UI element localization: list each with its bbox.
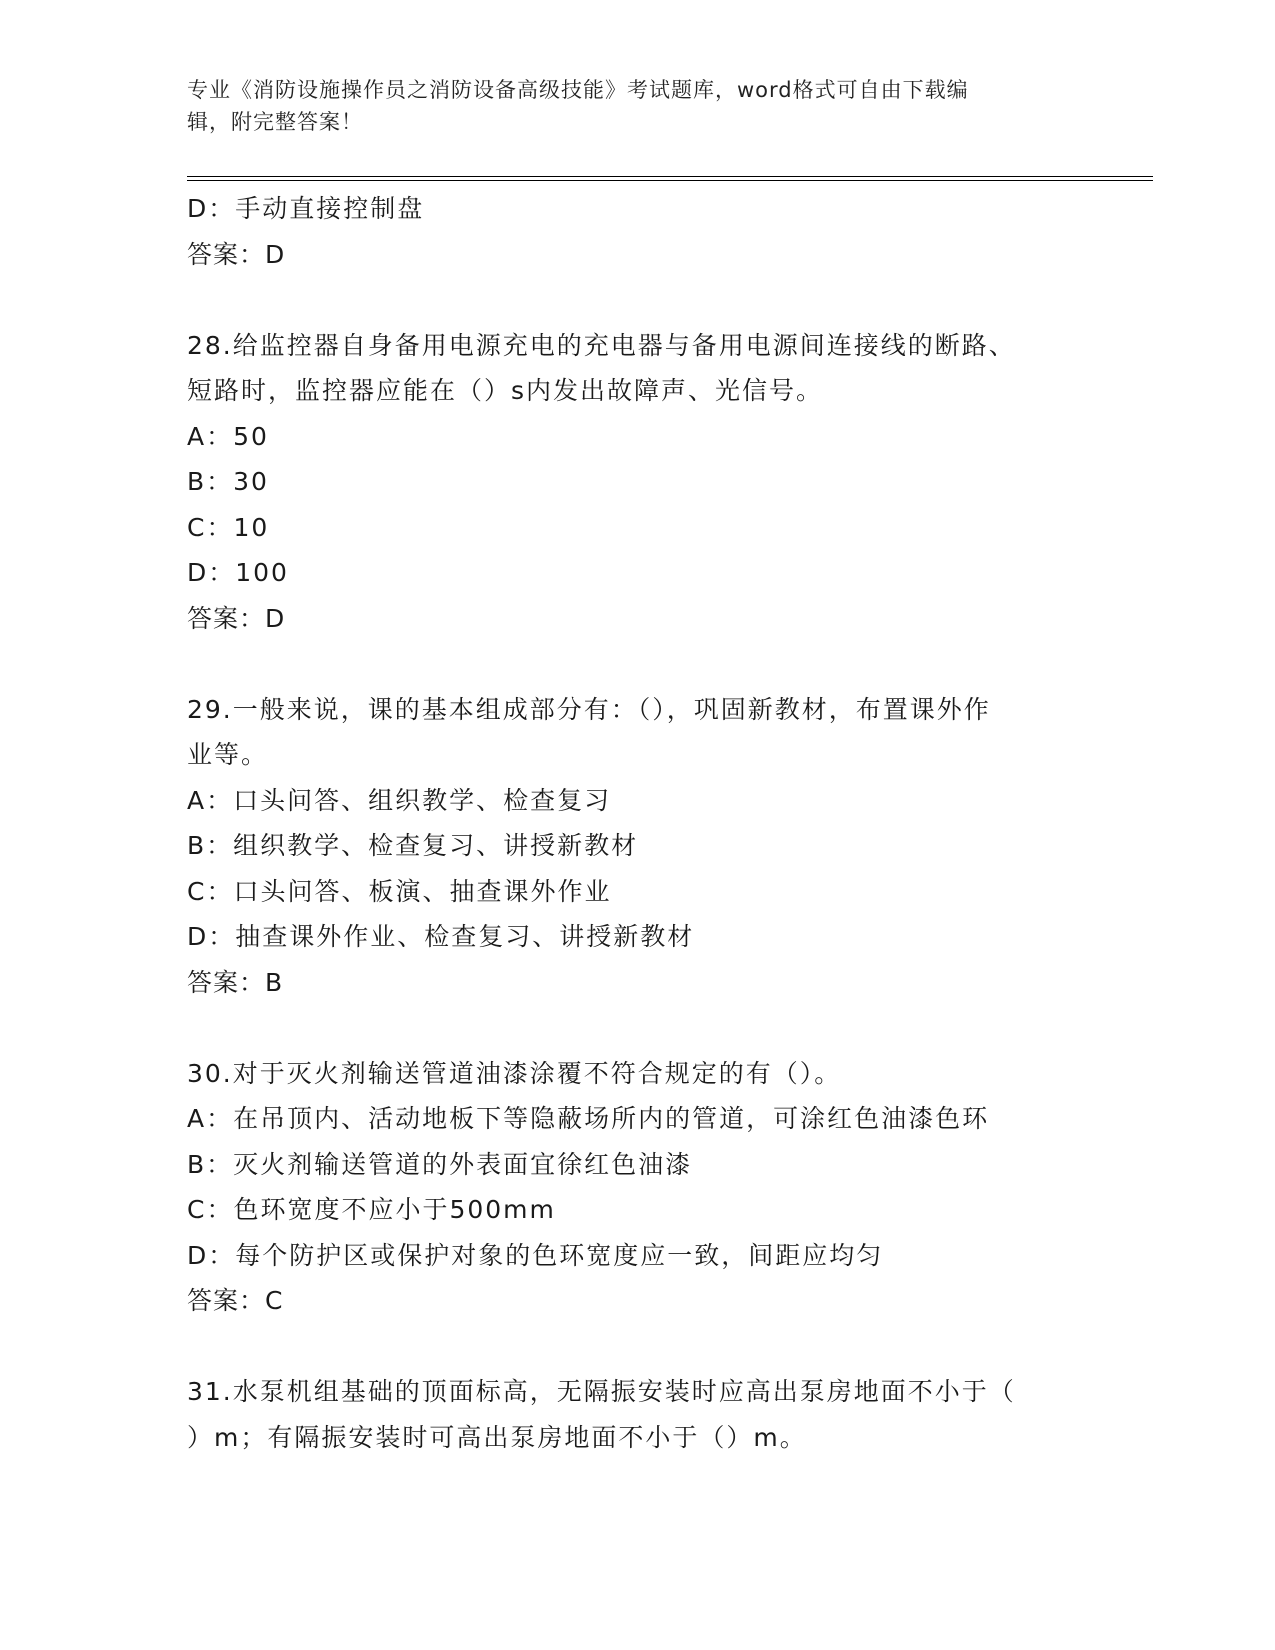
question-29 (187, 687, 1087, 1006)
header-line-2: 辑，附完整答案！ (187, 110, 363, 134)
q29-option-a: A：口头问答、组织教学、检查复习 (187, 785, 612, 815)
spacer (187, 277, 1087, 323)
q28-option-d: D：100 (187, 558, 289, 587)
q27-option-d: D：手动直接控制盘 (187, 194, 425, 223)
spacer (187, 1324, 1087, 1370)
q29-stem-line-2: 业等。 (187, 740, 269, 769)
question-30 (187, 1051, 1087, 1324)
question-31 (187, 1369, 1087, 1460)
q28-answer: 答案：D (187, 603, 286, 633)
q28-option-a: A：50 (187, 421, 269, 451)
q29-option-b: B：组织教学、检查复习、讲授新教材 (187, 831, 639, 860)
q30-stem-line-1: 30.对于灭火剂输送管道油漆涂覆不符合规定的有（）。 (187, 1058, 842, 1088)
q30-answer: 答案：C (187, 1286, 284, 1315)
q28-option-b: B：30 (187, 467, 269, 496)
q29-option-c: C：口头问答、板演、抽查课外作业 (187, 876, 612, 906)
question-content (187, 186, 1087, 1460)
q30-option-a: A：在吊顶内、活动地板下等隐蔽场所内的管道，可涂红色油漆色环 (187, 1104, 990, 1133)
q27-answer: 答案：D (187, 239, 286, 269)
q28-option-c: C：10 (187, 512, 270, 542)
q28-stem-line-1: 28.给监控器自身备用电源充电的充电器与备用电源间连接线的断路、 (187, 330, 1016, 360)
header-line-1: 专业《消防设施操作员之消防设备高级技能》考试题库，word格式可自由下载编 (187, 78, 969, 102)
spacer (187, 641, 1087, 687)
spacer (187, 1005, 1087, 1051)
q30-option-b: B：灭火剂输送管道的外表面宜徐红色油漆 (187, 1149, 693, 1179)
q29-answer: 答案：B (187, 967, 284, 997)
q30-option-c: C：色环宽度不应小于500mm (187, 1195, 556, 1224)
q28-stem-line-2: 短路时，监控器应能在（）s内发出故障声、光信号。 (187, 376, 824, 405)
q29-stem-line-1: 29.一般来说，课的基本组成部分有：（），巩固新教材，布置课外作 (187, 694, 991, 724)
q29-option-d: D：抽查课外作业、检查复习、讲授新教材 (187, 922, 695, 951)
question-28 (187, 323, 1087, 642)
header-double-rule (187, 176, 1153, 181)
document-header (187, 74, 1067, 138)
q31-stem-line-2: ）m；有隔振安装时可高出泵房地面不小于（）m。 (187, 1422, 807, 1452)
q30-option-d: D：每个防护区或保护对象的色环宽度应一致，间距应均匀 (187, 1240, 884, 1270)
q31-stem-line-1: 31.水泵机组基础的顶面标高，无隔振安装时应高出泵房地面不小于（ (187, 1377, 1016, 1406)
